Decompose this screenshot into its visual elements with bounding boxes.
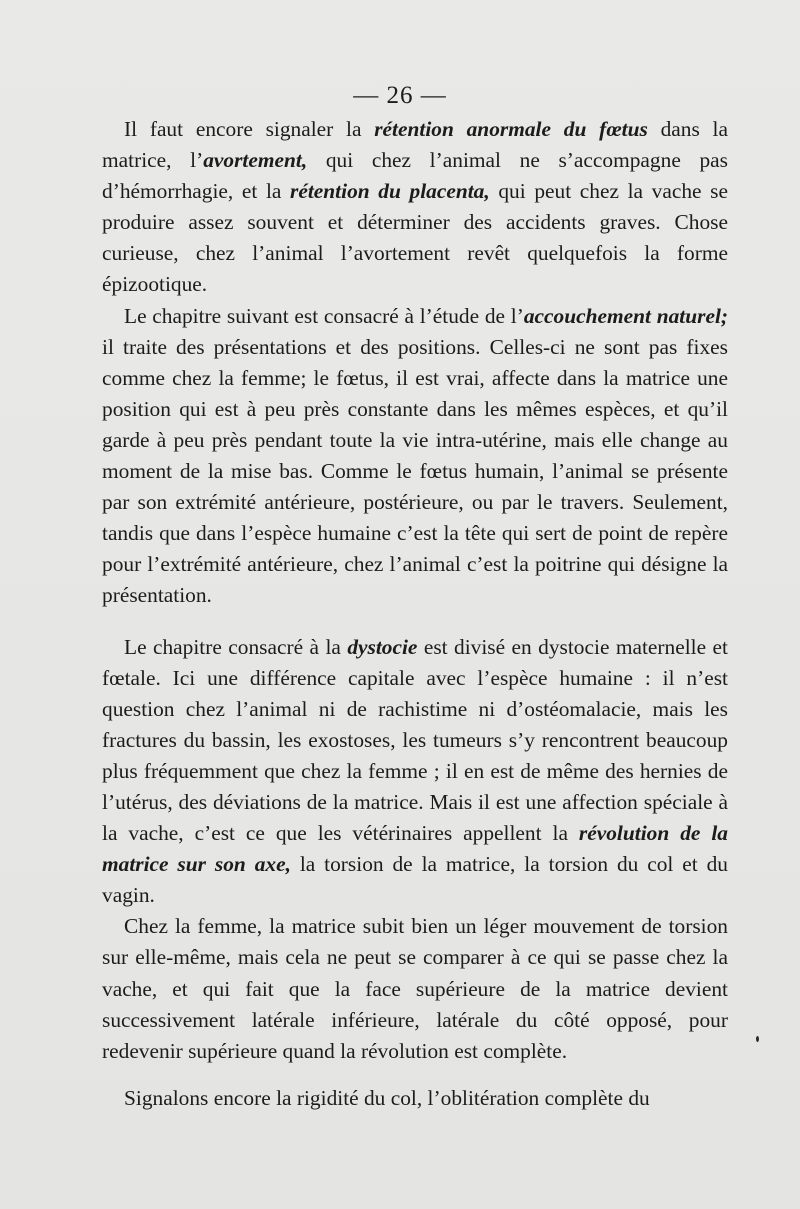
text-run: Chez la femme, la matrice subit bien un léger mouvement de torsion sur elle-même, mais cela ne peut se comparer à ce qui se passe chez la vache, et qui fait que la face supérieure de la matrice devient successivement latérale inférieure, latérale du côté opposé, pour redevenir supérieure quand la révolution est complète. xyxy=(102,914,728,1063)
text-run: il traite des présentations et des positions. Celles-ci ne sont pas fixes comme chez la femme; le fœtus, il est vrai, affecte dans la matrice une position qui est à peu près constante dans les mêmes espèces, et qu’il garde à peu près pendant toute la vie intra-utérine, mais elle change au moment de la mise bas. Comme le fœtus humain, l’animal se présente par son extrémité antérieure, postérieure, ou par le travers. Seulement, tandis que dans l’espèce humaine c’est la tête qui sert de point de repère pour l’extrémité antérieure, chez l’animal c’est la poitrine qui désigne la présentation. xyxy=(102,334,728,608)
text-run: Signalons encore la rigidité du col, l’oblitération complète du xyxy=(124,1085,650,1110)
text-run: qui peut chez la vache se produire assez souvent et déterminer des accidents graves. Chose curieuse, chez l’animal l’avortement revêt quelquefois la forme épizootique. xyxy=(102,179,728,297)
paragraph xyxy=(102,114,728,301)
paragraph xyxy=(102,1083,728,1114)
text-run: Il faut encore signaler la xyxy=(124,117,375,141)
ink-speck xyxy=(756,1036,759,1042)
italic-term: rétention anormale du fœtus xyxy=(374,117,648,141)
paragraph xyxy=(102,301,728,612)
italic-term: dystocie xyxy=(347,634,418,659)
page-number: — 26 — xyxy=(353,82,447,109)
italic-term: rétention du placenta, xyxy=(290,179,490,204)
text-run: Le chapitre consacré à la xyxy=(124,634,348,659)
text-run: est divisé en dystocie maternelle et fœtale. Ici une différence capitale avec l’espèce humaine : il n’est question chez l’animal ni de rachistime ni d’ostéomalacie, mais les fractures du bassin, les exostoses, les tumeurs s’y rencontrent beaucoup plus fréquemment que chez la femme ; il en est de même des hernies de l’utérus, des déviations de la matrice. Mais il est une affection spéciale à la vache, c’est ce que les vétérinaires appellent la xyxy=(102,634,728,846)
text-run: la torsion de la matrice, la torsion du col et du vagin. xyxy=(102,852,728,908)
text-run: Le chapitre suivant est consacré à l’étude de l’ xyxy=(124,303,524,328)
paragraph xyxy=(102,911,728,1066)
italic-term: avortement, xyxy=(203,148,308,173)
body-text xyxy=(102,114,728,1114)
text-run: qui chez l’animal ne s’accompagne pas d’hémorrhagie, et la xyxy=(102,148,728,204)
paragraph xyxy=(102,632,728,912)
italic-term: révolution de la matrice sur son axe, xyxy=(102,821,728,877)
text-run: dans la matrice, l’ xyxy=(102,117,728,173)
italic-term: accouchement naturel; xyxy=(523,303,729,328)
